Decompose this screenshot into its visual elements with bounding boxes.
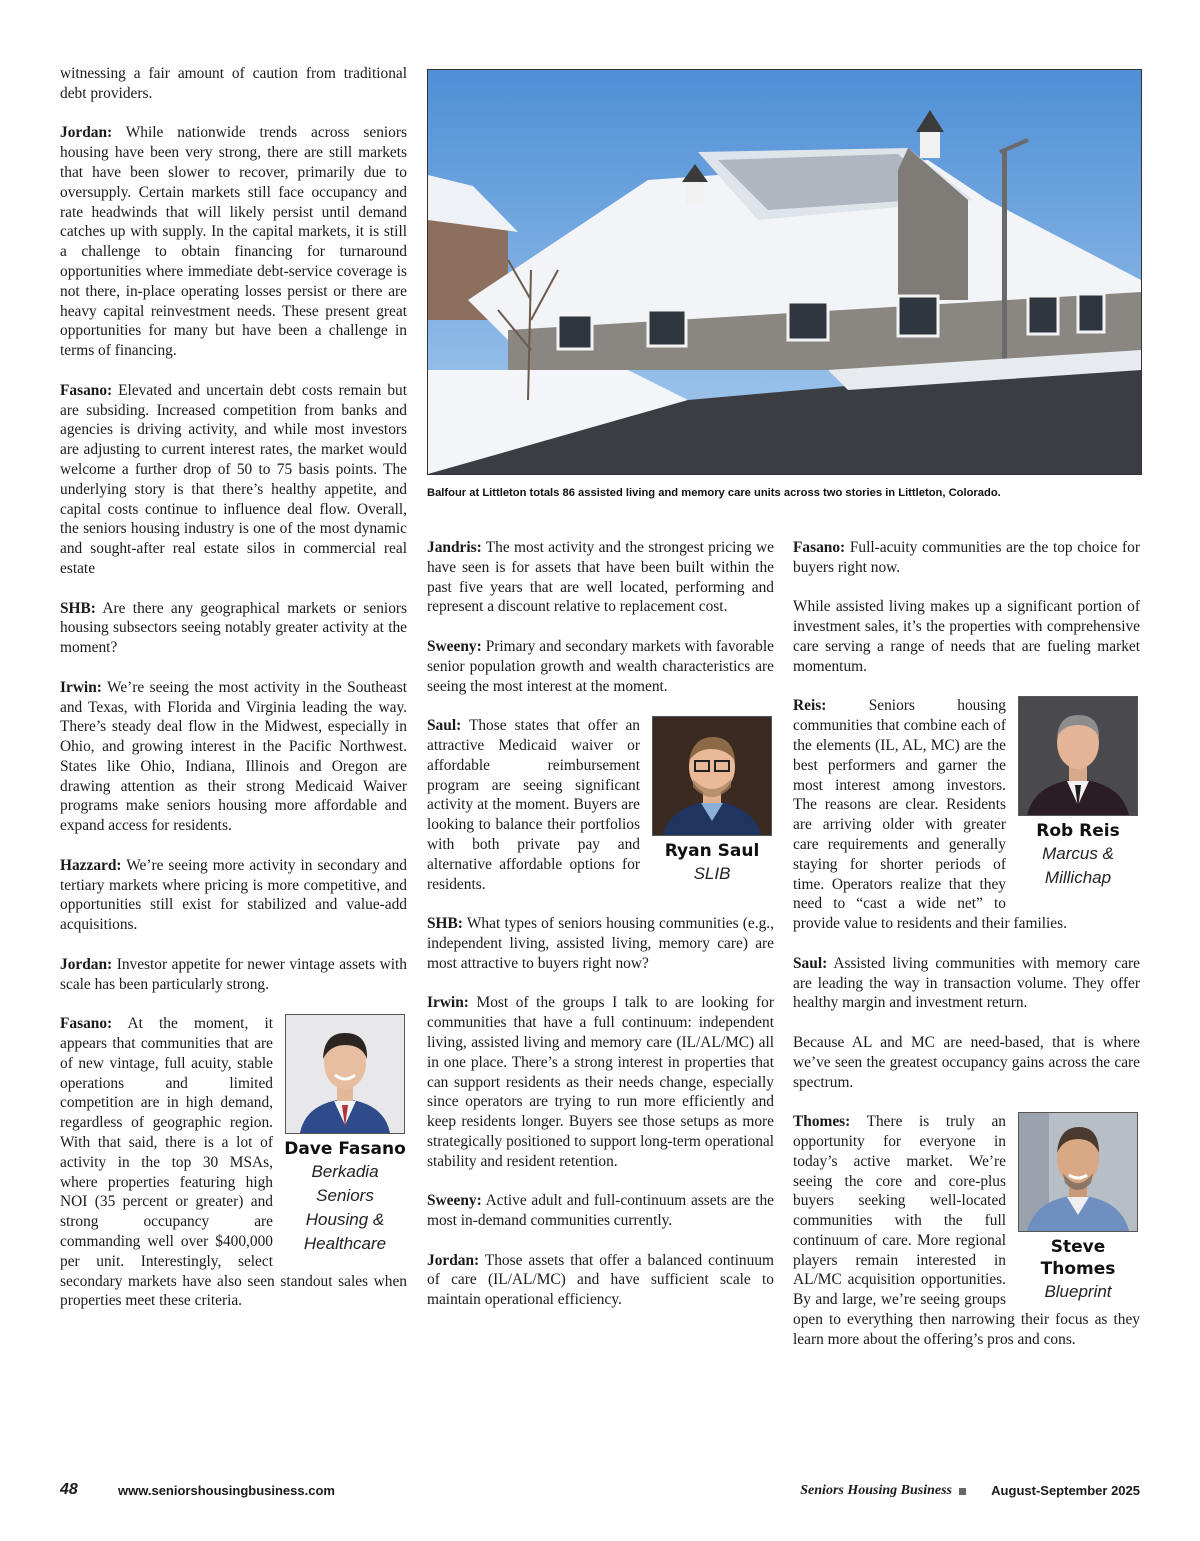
profile-org: Healthcare — [303, 1234, 387, 1254]
separator-square-icon — [959, 1488, 966, 1495]
profile-name: Thomes — [1040, 1259, 1116, 1280]
speaker-name: Sweeny: — [427, 637, 482, 655]
profile-rob-reis — [1016, 696, 1140, 890]
paragraph: Saul: Those states that offer an attractive Medicaid waiver or affordable reimbursement program are seeing significant activity at the moment. Buyers are looking to balance their portfolios with both private pay and alternative affordable options for residents. — [427, 717, 640, 893]
profile-org: Housing & — [305, 1210, 385, 1230]
paragraph: Hazzard: We’re seeing more activity in secondary and tertiary markets where pricing is more competitive, and opportunities still exist for stabilized and value-add acquisitions. — [60, 856, 407, 934]
paragraph: While assisted living makes up a significant portion of investment sales, it’s the properties with comprehensive care serving a range of needs that are fueling market momentum. — [793, 598, 1140, 675]
profile-ryan-saul — [650, 716, 774, 886]
speaker-name: Jordan: — [60, 955, 113, 973]
paragraph: Jordan: While nationwide trends across seniors housing have been very strong, there are still markets that have been slower to recover, primarily due to oversupply. Certain markets still face occupancy and rate headwinds that will likely persist until demand catches up with supply. In the capital markets, it is still a challenge to obtain financing for turnaround opportunities where immediate debt-service coverage is not there, in-place operating losses persist or there are heavy capital reinvestment needs. These present great opportunities for many but have been a challenge in terms of financing. — [60, 124, 407, 360]
speaker-name: Fasano: — [793, 539, 846, 556]
paragraph: Fasano: Elevated and uncertain debt costs remain but are subsiding. Increased competition from banks and agencies is driving activity, and while most investors are adjusting to current interest rates, the market would welcome a further drop of 50 to 75 basis points. The underlying story is that there’s healthy appetite, and capital costs continue to influence deal flow. Overall, the seniors housing industry is one of the most dynamic and sought-after real estate silos in commercial real estate — [60, 381, 407, 577]
speaker-name: Saul: — [793, 954, 828, 972]
issue-date: August-September 2025 — [991, 1483, 1140, 1498]
column-2 — [427, 538, 774, 1330]
profile-org: Berkadia — [311, 1162, 379, 1182]
portrait-photo — [1018, 696, 1138, 816]
profile-org: Seniors — [316, 1186, 374, 1206]
paragraph: SHB: Are there any geographical markets or seniors housing subsectors seeing notably greater activity at the moment? — [60, 599, 408, 657]
speaker-name: Hazzard: — [60, 856, 122, 874]
speaker-name: Fasano: — [60, 381, 113, 399]
page-number: 48 — [60, 1481, 78, 1498]
speaker-name: Reis: — [793, 697, 827, 715]
paragraph: Saul: Assisted living communities with memory care are leading the way in transaction volume. They offer healthy margin and investment return. — [793, 954, 1141, 1012]
paragraph: Fasano: At the moment, it appears that communities that are of new vintage, full acuity, stable operations and limited competition are in high demand, regardless of geographic region. With that said, there is a lot of activity in the top 30 MSAs, where properties featuring high NOI (35 percent or greater) and strong occupancy are commanding well over $400,000 per unit. Interestingly, select secondary markets have also seen standout sales when properties meet these criteria. — [60, 1015, 407, 1310]
publication-name: Seniors Housing Business — [800, 1483, 952, 1498]
speaker-name: SHB: — [60, 599, 96, 617]
building-photo — [427, 69, 1142, 475]
speaker-name: Jandris: — [427, 539, 482, 556]
paragraph: Because AL and MC are need-based, that is where we’ve seen the greatest occupancy gains across the care spectrum. — [793, 1033, 1140, 1091]
paragraph: Sweeny: Primary and secondary markets with favorable senior population growth and wealth characteristics are seeing the most interest at the moment. — [427, 637, 774, 695]
profile-org: SLIB — [693, 864, 731, 884]
speaker-name: Irwin: — [427, 994, 469, 1012]
speaker-name: Irwin: — [60, 678, 102, 696]
profile-name: Dave Fasano — [284, 1139, 406, 1160]
paragraph: Jordan: Those assets that offer a balanced continuum of care (IL/AL/MC) and have sufficient scale to maintain operational efficiency. — [427, 1251, 774, 1309]
website-url: www.seniorshousingbusiness.com — [118, 1483, 335, 1498]
profile-dave-fasano — [283, 1014, 407, 1256]
paragraph: Irwin: Most of the groups I talk to are looking for communities that have a full continuum: independent living, assisted living and memory care (IL/AL/MC) all in one place. There’s a strong interest in properties that can support residents as their needs change, especially since operators are trying to run more efficiently and keep residents longer. Buyers see those setups as more strategically positioned to support long-term operational stability and resident retention. — [427, 994, 774, 1170]
speaker-name: Thomes: — [793, 1113, 851, 1131]
speaker-name: Sweeny: — [427, 1192, 482, 1210]
portrait-photo — [285, 1014, 405, 1134]
portrait-photo — [1018, 1112, 1138, 1232]
paragraph: witnessing a fair amount of caution from traditional debt providers. — [60, 65, 407, 102]
portrait-photo — [652, 716, 772, 836]
paragraph: Thomes: There is truly an opportunity for everyone in today’s active market. We’re seeing the core and core-plus buyers seeking well-located communities with the full continuum of care. More regional players remain interested in AL/MC acquisition opportunities. By and large, we’re seeing groups open to everything then narrowing their focus as they learn more about the offering’s pros and cons. — [793, 1113, 1140, 1348]
profile-org: Blueprint — [1044, 1282, 1112, 1302]
profile-name: Steve — [1050, 1237, 1106, 1258]
profile-steve-thomes — [1016, 1112, 1140, 1304]
speaker-name: Jordan: — [60, 124, 113, 142]
paragraph: Reis: Seniors housing communities that combine each of the elements (IL, AL, MC) are the best performers and garner the most interest among investors. The reasons are clear. Residents are arriving older with greater care requirements and generally staying for shorter periods of time. Operators realize that they need to “cast a wide net” to provide value to residents and their families. — [793, 697, 1067, 933]
column-3 — [793, 538, 1140, 1369]
paragraph: Sweeny: Active adult and full-continuum assets are the most in-demand communities currently. — [427, 1192, 774, 1230]
profile-org: Millichap — [1044, 868, 1112, 888]
page-footer — [60, 1481, 1140, 1501]
paragraph: Jordan: Investor appetite for newer vintage assets with scale has been particularly strong. — [60, 955, 407, 993]
paragraph: SHB: What types of seniors housing communities (e.g., independent living, assisted living, memory care) are most attractive to buyers right now? — [427, 915, 774, 972]
profile-name: Rob Reis — [1036, 821, 1120, 842]
photo-caption: Balfour at Littleton totals 86 assisted living and memory care units across two stories in Littleton, Colorado. — [427, 487, 1001, 499]
paragraph: Irwin: We’re seeing the most activity in the Southeast and Texas, with Florida and Virginia leading the way. There’s steady deal flow in the Midwest, especially in Ohio, and growing interest in the Pacific Northwest. States like Ohio, Indiana, Illinois and Oregon are drawing attention as their strong Medicaid Waiver programs make seniors housing more affordable and expand access for residents. — [60, 678, 407, 835]
profile-org: Marcus & — [1042, 844, 1114, 864]
column-1 — [60, 64, 407, 1331]
speaker-name: Fasano: — [60, 1015, 113, 1033]
speaker-name: Jordan: — [427, 1251, 480, 1269]
profile-name: Ryan Saul — [664, 841, 760, 862]
paragraph: Fasano: Full-acuity communities are the top choice for buyers right now. — [793, 539, 1140, 576]
speaker-name: SHB: — [427, 915, 463, 933]
speaker-name: Saul: — [427, 717, 462, 735]
paragraph: Jandris: The most activity and the strongest pricing we have seen is for assets that have been built within the past five years that are well located, performing and represent a discount relative to replacement cost. — [427, 539, 774, 616]
